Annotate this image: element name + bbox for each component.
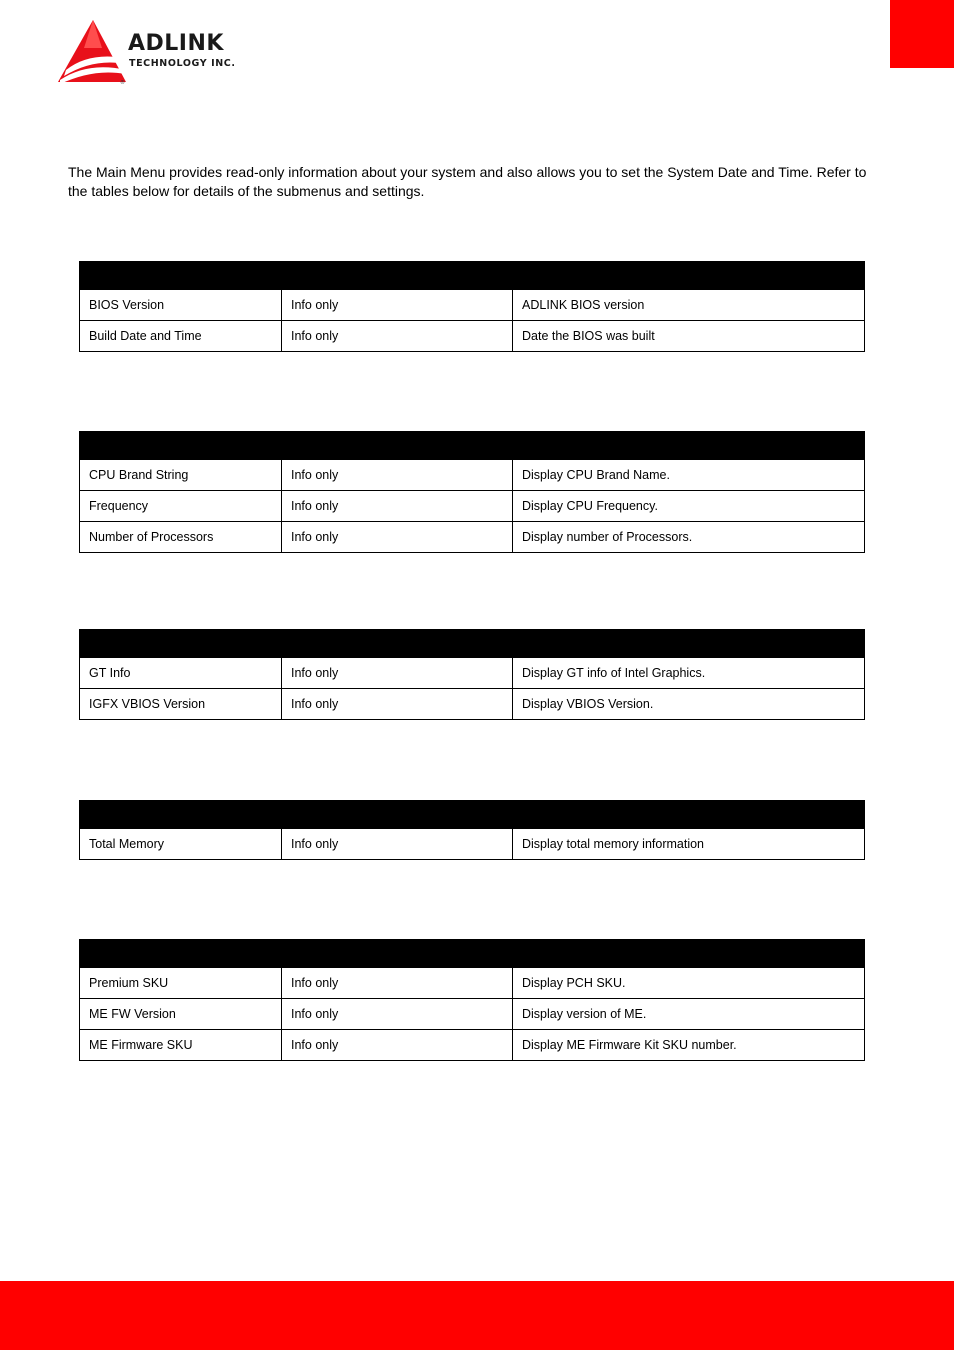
- setting-name: CPU Brand String: [80, 460, 282, 491]
- table-header-cell: [282, 940, 513, 968]
- setting-description: Date the BIOS was built: [513, 321, 865, 352]
- setting-name: Total Memory: [80, 829, 282, 860]
- table-row: [80, 460, 865, 491]
- table-header-cell: [513, 262, 865, 290]
- setting-option: Info only: [282, 522, 513, 553]
- setting-option: Info only: [282, 460, 513, 491]
- setting-name: ME Firmware SKU: [80, 1030, 282, 1061]
- table-header-cell: [513, 432, 865, 460]
- table-header-cell: [80, 630, 282, 658]
- table-header-cell: [282, 262, 513, 290]
- setting-description: Display VBIOS Version.: [513, 689, 865, 720]
- table-header-cell: [513, 801, 865, 829]
- brand-subtitle: TECHNOLOGY INC.: [129, 58, 236, 69]
- setting-option: Info only: [282, 999, 513, 1030]
- adlink-triangle-logo-icon: [56, 18, 128, 88]
- table-header-cell: [80, 262, 282, 290]
- setting-name: IGFX VBIOS Version: [80, 689, 282, 720]
- intro-paragraph: The Main Menu provides read-only information about your system and also allows you to set the System Date and Time. Refer to the tables below for details of the submenus and settings.: [68, 164, 867, 199]
- settings-table: [79, 800, 865, 860]
- table-row: [80, 658, 865, 689]
- setting-name: BIOS Version: [80, 290, 282, 321]
- settings-table: [79, 939, 865, 1061]
- table-row: [80, 321, 865, 352]
- setting-name: GT Info: [80, 658, 282, 689]
- table-header-row: [80, 432, 865, 460]
- table-header-cell: [80, 940, 282, 968]
- setting-description: Display number of Processors.: [513, 522, 865, 553]
- settings-table: [79, 431, 865, 553]
- setting-description: Display GT info of Intel Graphics.: [513, 658, 865, 689]
- setting-option: Info only: [282, 968, 513, 999]
- setting-name: ME FW Version: [80, 999, 282, 1030]
- setting-description: Display total memory information: [513, 829, 865, 860]
- footer-bar: [0, 1281, 954, 1350]
- table-row: [80, 491, 865, 522]
- setting-option: Info only: [282, 290, 513, 321]
- setting-name: Frequency: [80, 491, 282, 522]
- setting-description: ADLINK BIOS version: [513, 290, 865, 321]
- table-row: [80, 999, 865, 1030]
- setting-name: Build Date and Time: [80, 321, 282, 352]
- brand-name: ADLINK: [128, 31, 224, 56]
- setting-description: Display CPU Brand Name.: [513, 460, 865, 491]
- setting-option: Info only: [282, 1030, 513, 1061]
- setting-name: Premium SKU: [80, 968, 282, 999]
- table-header-cell: [282, 630, 513, 658]
- setting-description: Display version of ME.: [513, 999, 865, 1030]
- table-header-cell: [282, 432, 513, 460]
- table-header-row: [80, 801, 865, 829]
- table-header-cell: [80, 801, 282, 829]
- setting-name: Number of Processors: [80, 522, 282, 553]
- table-header-cell: [513, 940, 865, 968]
- table-row: [80, 829, 865, 860]
- table-row: [80, 522, 865, 553]
- table-header-cell: [513, 630, 865, 658]
- table-header-cell: [282, 801, 513, 829]
- table-row: [80, 290, 865, 321]
- adlink-logo: [56, 18, 276, 88]
- table-row: [80, 1030, 865, 1061]
- setting-option: Info only: [282, 689, 513, 720]
- corner-tab: [890, 0, 954, 68]
- setting-description: Display ME Firmware Kit SKU number.: [513, 1030, 865, 1061]
- setting-option: Info only: [282, 658, 513, 689]
- svg-text:®: ®: [120, 80, 125, 86]
- setting-description: Display PCH SKU.: [513, 968, 865, 999]
- settings-table: [79, 629, 865, 720]
- setting-description: Display CPU Frequency.: [513, 491, 865, 522]
- setting-option: Info only: [282, 829, 513, 860]
- setting-option: Info only: [282, 321, 513, 352]
- table-header-cell: [80, 432, 282, 460]
- setting-option: Info only: [282, 491, 513, 522]
- table-row: [80, 689, 865, 720]
- table-row: [80, 968, 865, 999]
- table-header-row: [80, 630, 865, 658]
- table-header-row: [80, 940, 865, 968]
- table-header-row: [80, 262, 865, 290]
- settings-table: [79, 261, 865, 352]
